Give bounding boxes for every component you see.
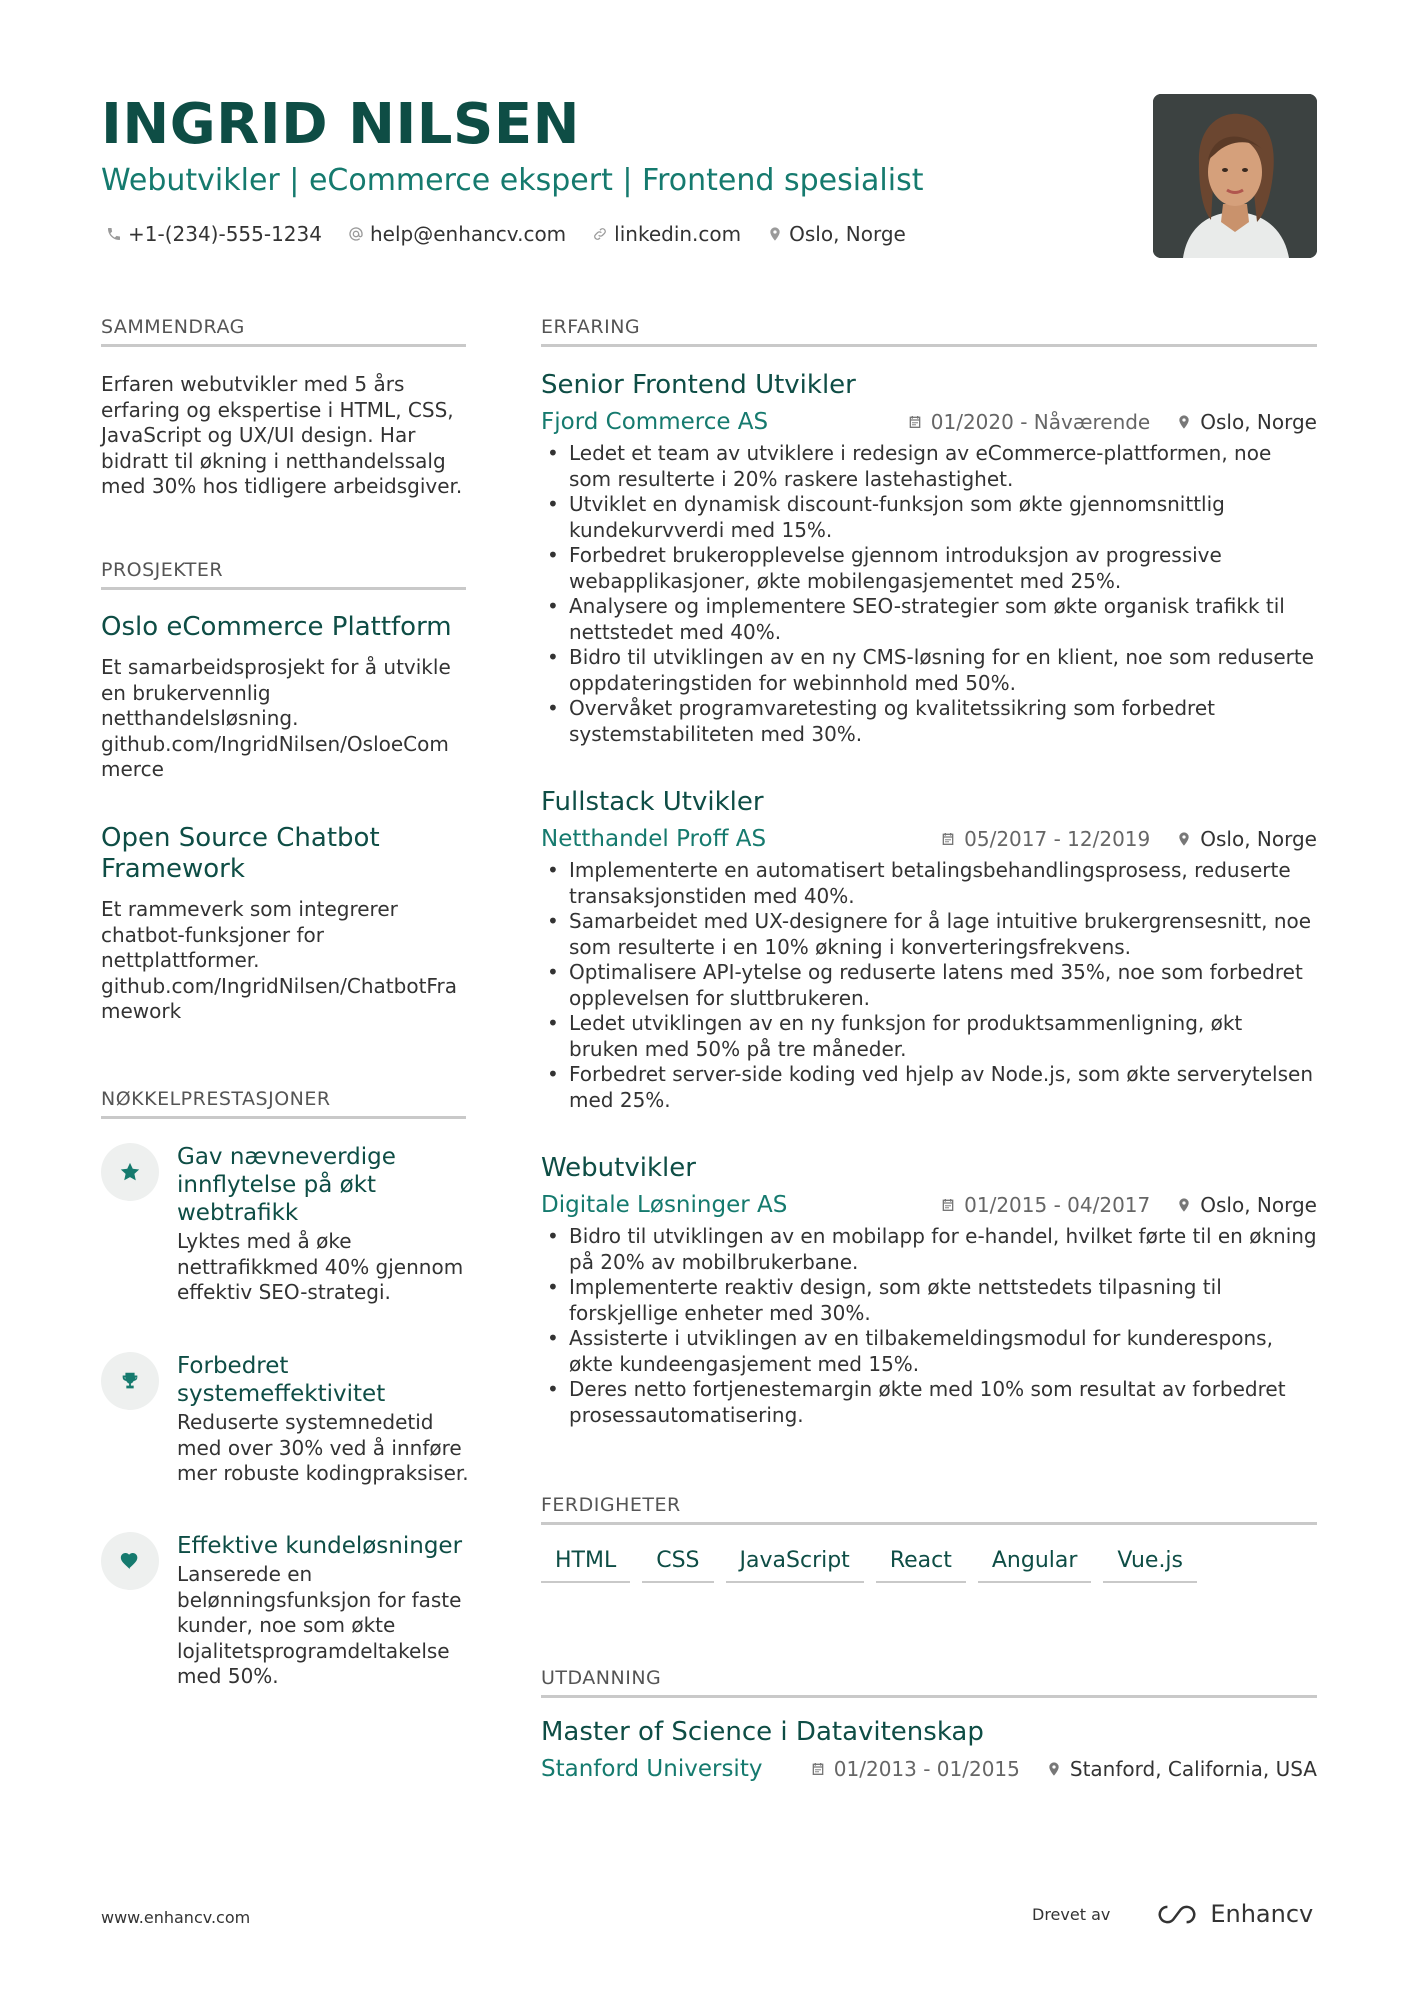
location-pin-icon	[767, 226, 783, 242]
bullet-item: • Implementerte en automatisert betalingsbehandlingsprosess, reduserte transaksjonstiden med 40%.	[541, 858, 1317, 909]
powered-by-label: Drevet av	[1032, 1904, 1111, 1924]
job-entry	[541, 787, 1317, 1113]
job-bullets	[541, 441, 1317, 747]
achievement-title: Gav nævneverdige innflytelse på økt webtrafikk	[177, 1144, 396, 1226]
achievement-description: Reduserte systemnedetid med over 30% ved å innføre mer robuste kodingpraksiser.	[177, 1410, 469, 1485]
company-name: Fjord Commerce AS	[541, 409, 769, 435]
footer-website[interactable]: www.enhancv.com	[101, 1908, 251, 1927]
project-link[interactable]: github.com/IngridNilsen/OsloeCommerce	[101, 731, 449, 781]
project-title: Open Source Chatbot Framework	[101, 823, 380, 884]
calendar-icon	[940, 831, 956, 847]
projects-heading: PROSJEKTER	[101, 559, 466, 590]
school-name: Stanford University	[541, 1756, 763, 1782]
education-heading: UTDANNING	[541, 1667, 1317, 1698]
candidate-name: INGRID NILSEN	[101, 92, 580, 157]
job-title: Webutvikler	[541, 1153, 696, 1183]
skill-tag: Vue.js	[1103, 1548, 1197, 1583]
profile-photo	[1153, 94, 1317, 258]
job-entry	[541, 1153, 1317, 1428]
project-item	[101, 823, 466, 1025]
calendar-icon	[907, 414, 923, 430]
skill-tag: JavaScript	[726, 1548, 864, 1583]
bullet-item: • Assisterte i utviklingen av en tilbakemeldingsmodul for kunderespons, økte kundeengasjement med 15%.	[541, 1326, 1317, 1377]
project-link[interactable]: github.com/IngridNilsen/ChatbotFramework	[101, 973, 457, 1023]
project-description: Et samarbeidsprosjekt for å utvikle en brukervennlig netthandelsløsning.	[101, 655, 451, 730]
achievement-item	[101, 1352, 471, 1487]
achievement-item	[101, 1143, 471, 1306]
achievement-title: Forbedret systemeffektivitet	[177, 1353, 386, 1407]
contact-bar	[106, 222, 906, 246]
achievement-description: Lyktes med å øke nettrafikkmed 40% gjennom effektiv SEO-strategi.	[177, 1229, 464, 1304]
project-title: Oslo eCommerce Plattform	[101, 612, 452, 642]
experience-heading: ERFARING	[541, 316, 1317, 347]
bullet-item: • Bidro til utviklingen av en mobilapp for e-handel, hvilket førte til en økning på 20% av mobilbrukerbane.	[541, 1224, 1317, 1275]
achievement-title: Effektive kundeløsninger	[177, 1533, 463, 1559]
phone-text: +1-(234)-555-1234	[128, 222, 322, 246]
job-location: Oslo, Norge	[1176, 410, 1317, 434]
bullet-item: • Forbedret brukeropplevelse gjennom introduksjon av progressive webapplikasjoner, økte mobilengasjementet med 25%.	[541, 543, 1317, 594]
company-name: Digitale Løsninger AS	[541, 1192, 788, 1218]
calendar-icon	[940, 1197, 956, 1213]
skill-tag: Angular	[978, 1548, 1092, 1583]
degree-title: Master of Science i Datavitenskap	[541, 1717, 984, 1747]
job-location: Oslo, Norge	[1176, 1193, 1317, 1217]
job-entry	[541, 370, 1317, 747]
job-bullets	[541, 858, 1317, 1113]
bullet-item: • Optimalisere API-ytelse og reduserte latens med 35%, noe som forbedret opplevelsen for sluttbrukeren.	[541, 960, 1317, 1011]
education-dates: 01/2013 - 01/2015	[810, 1757, 1020, 1781]
company-name: Netthandel Proff AS	[541, 826, 767, 852]
job-dates: 01/2020 - Nåværende	[907, 410, 1150, 434]
bullet-item: • Forbedret server-side koding ved hjelp av Node.js, som økte serverytelsen med 25%.	[541, 1062, 1317, 1113]
contact-email[interactable]	[348, 222, 566, 246]
achievement-description: Lanserede en belønningsfunksjon for faste kunder, noe som økte lojalitetsprogramdeltakelse med 50%.	[177, 1562, 462, 1688]
portrait-image	[1153, 94, 1317, 258]
trophy-icon	[101, 1352, 159, 1410]
education-entry	[541, 1717, 1317, 1782]
job-dates: 05/2017 - 12/2019	[940, 827, 1150, 851]
location-pin-icon	[1176, 1197, 1192, 1213]
skills-heading: FERDIGHETER	[541, 1494, 1317, 1525]
linkedin-text: linkedin.com	[614, 222, 742, 246]
bullet-item: • Samarbeidet med UX-designere for å lage intuitive brukergrensesnitt, noe som resulterte i en 10% økning i konverteringsfrekvens.	[541, 909, 1317, 960]
summary-heading: SAMMENDRAG	[101, 316, 466, 347]
skill-tag: React	[876, 1548, 966, 1583]
at-icon	[348, 226, 364, 242]
contact-linkedin[interactable]	[592, 222, 741, 246]
location-pin-icon	[1046, 1761, 1062, 1777]
enhancv-logo[interactable]	[1154, 1900, 1313, 1928]
phone-icon	[106, 226, 122, 242]
project-item	[101, 612, 466, 783]
skills-list	[541, 1548, 1197, 1583]
bullet-item: • Utviklet en dynamisk discount-funksjon som økte gjennomsnittlig kundekurvverdi med 15%.	[541, 492, 1317, 543]
email-text: help@enhancv.com	[369, 222, 567, 246]
contact-location	[767, 222, 906, 246]
job-title: Senior Frontend Utvikler	[541, 370, 856, 400]
achievement-item	[101, 1532, 471, 1690]
summary-text: Erfaren webutvikler med 5 års erfaring og ekspertise i HTML, CSS, JavaScript og UX/UI design. Har bidratt til økning i netthandelssalg med 30% hos tidligere arbeidsgiver.	[101, 372, 463, 498]
job-dates: 01/2015 - 04/2017	[940, 1193, 1150, 1217]
bullet-item: • Ledet utviklingen av en ny funksjon for produktsammenligning, økt bruken med 50% på tre måneder.	[541, 1011, 1317, 1062]
skill-tag: HTML	[541, 1548, 630, 1583]
link-icon	[592, 226, 608, 242]
footer-branding	[1032, 1900, 1313, 1928]
bullet-item: • Analysere og implementere SEO-strategier som økte organisk trafikk til nettstedet med 40%.	[541, 594, 1317, 645]
bullet-item: • Ledet et team av utviklere i redesign av eCommerce-plattformen, noe som resulterte i 20% raskere lastehastighet.	[541, 441, 1317, 492]
contact-phone[interactable]	[106, 222, 322, 246]
job-location: Oslo, Norge	[1176, 827, 1317, 851]
job-title: Fullstack Utvikler	[541, 787, 764, 817]
bullet-item: • Implementerte reaktiv design, som økte nettstedets tilpasning til forskjellige enheter med 30%.	[541, 1275, 1317, 1326]
education-location: Stanford, California, USA	[1046, 1757, 1317, 1781]
project-description: Et rammeverk som integrerer chatbot-funksjoner for nettplattformer.	[101, 897, 398, 972]
calendar-icon	[810, 1761, 826, 1777]
location-text: Oslo, Norge	[789, 222, 906, 246]
location-pin-icon	[1176, 414, 1192, 430]
brand-name: Enhancv	[1210, 1900, 1314, 1928]
bullet-item: • Bidro til utviklingen av en ny CMS-løsning for en klient, noe som reduserte oppdateringstiden for webinnhold med 50%.	[541, 645, 1317, 696]
enhancv-logo-icon	[1154, 1903, 1200, 1926]
skill-tag: CSS	[642, 1548, 713, 1583]
location-pin-icon	[1176, 831, 1192, 847]
bullet-item: • Deres netto fortjenestemargin økte med 10% som resultat av forbedret prosessautomatisering.	[541, 1377, 1317, 1428]
bullet-item: • Overvåket programvaretesting og kvalitetssikring som forbedret systemstabiliteten med 30%.	[541, 696, 1317, 747]
candidate-title: Webutvikler | eCommerce ekspert | Frontend spesialist	[101, 163, 924, 198]
achievements-heading: NØKKELPRESTASJONER	[101, 1088, 466, 1119]
job-bullets	[541, 1224, 1317, 1428]
star-icon	[101, 1143, 159, 1201]
heart-icon	[101, 1532, 159, 1590]
